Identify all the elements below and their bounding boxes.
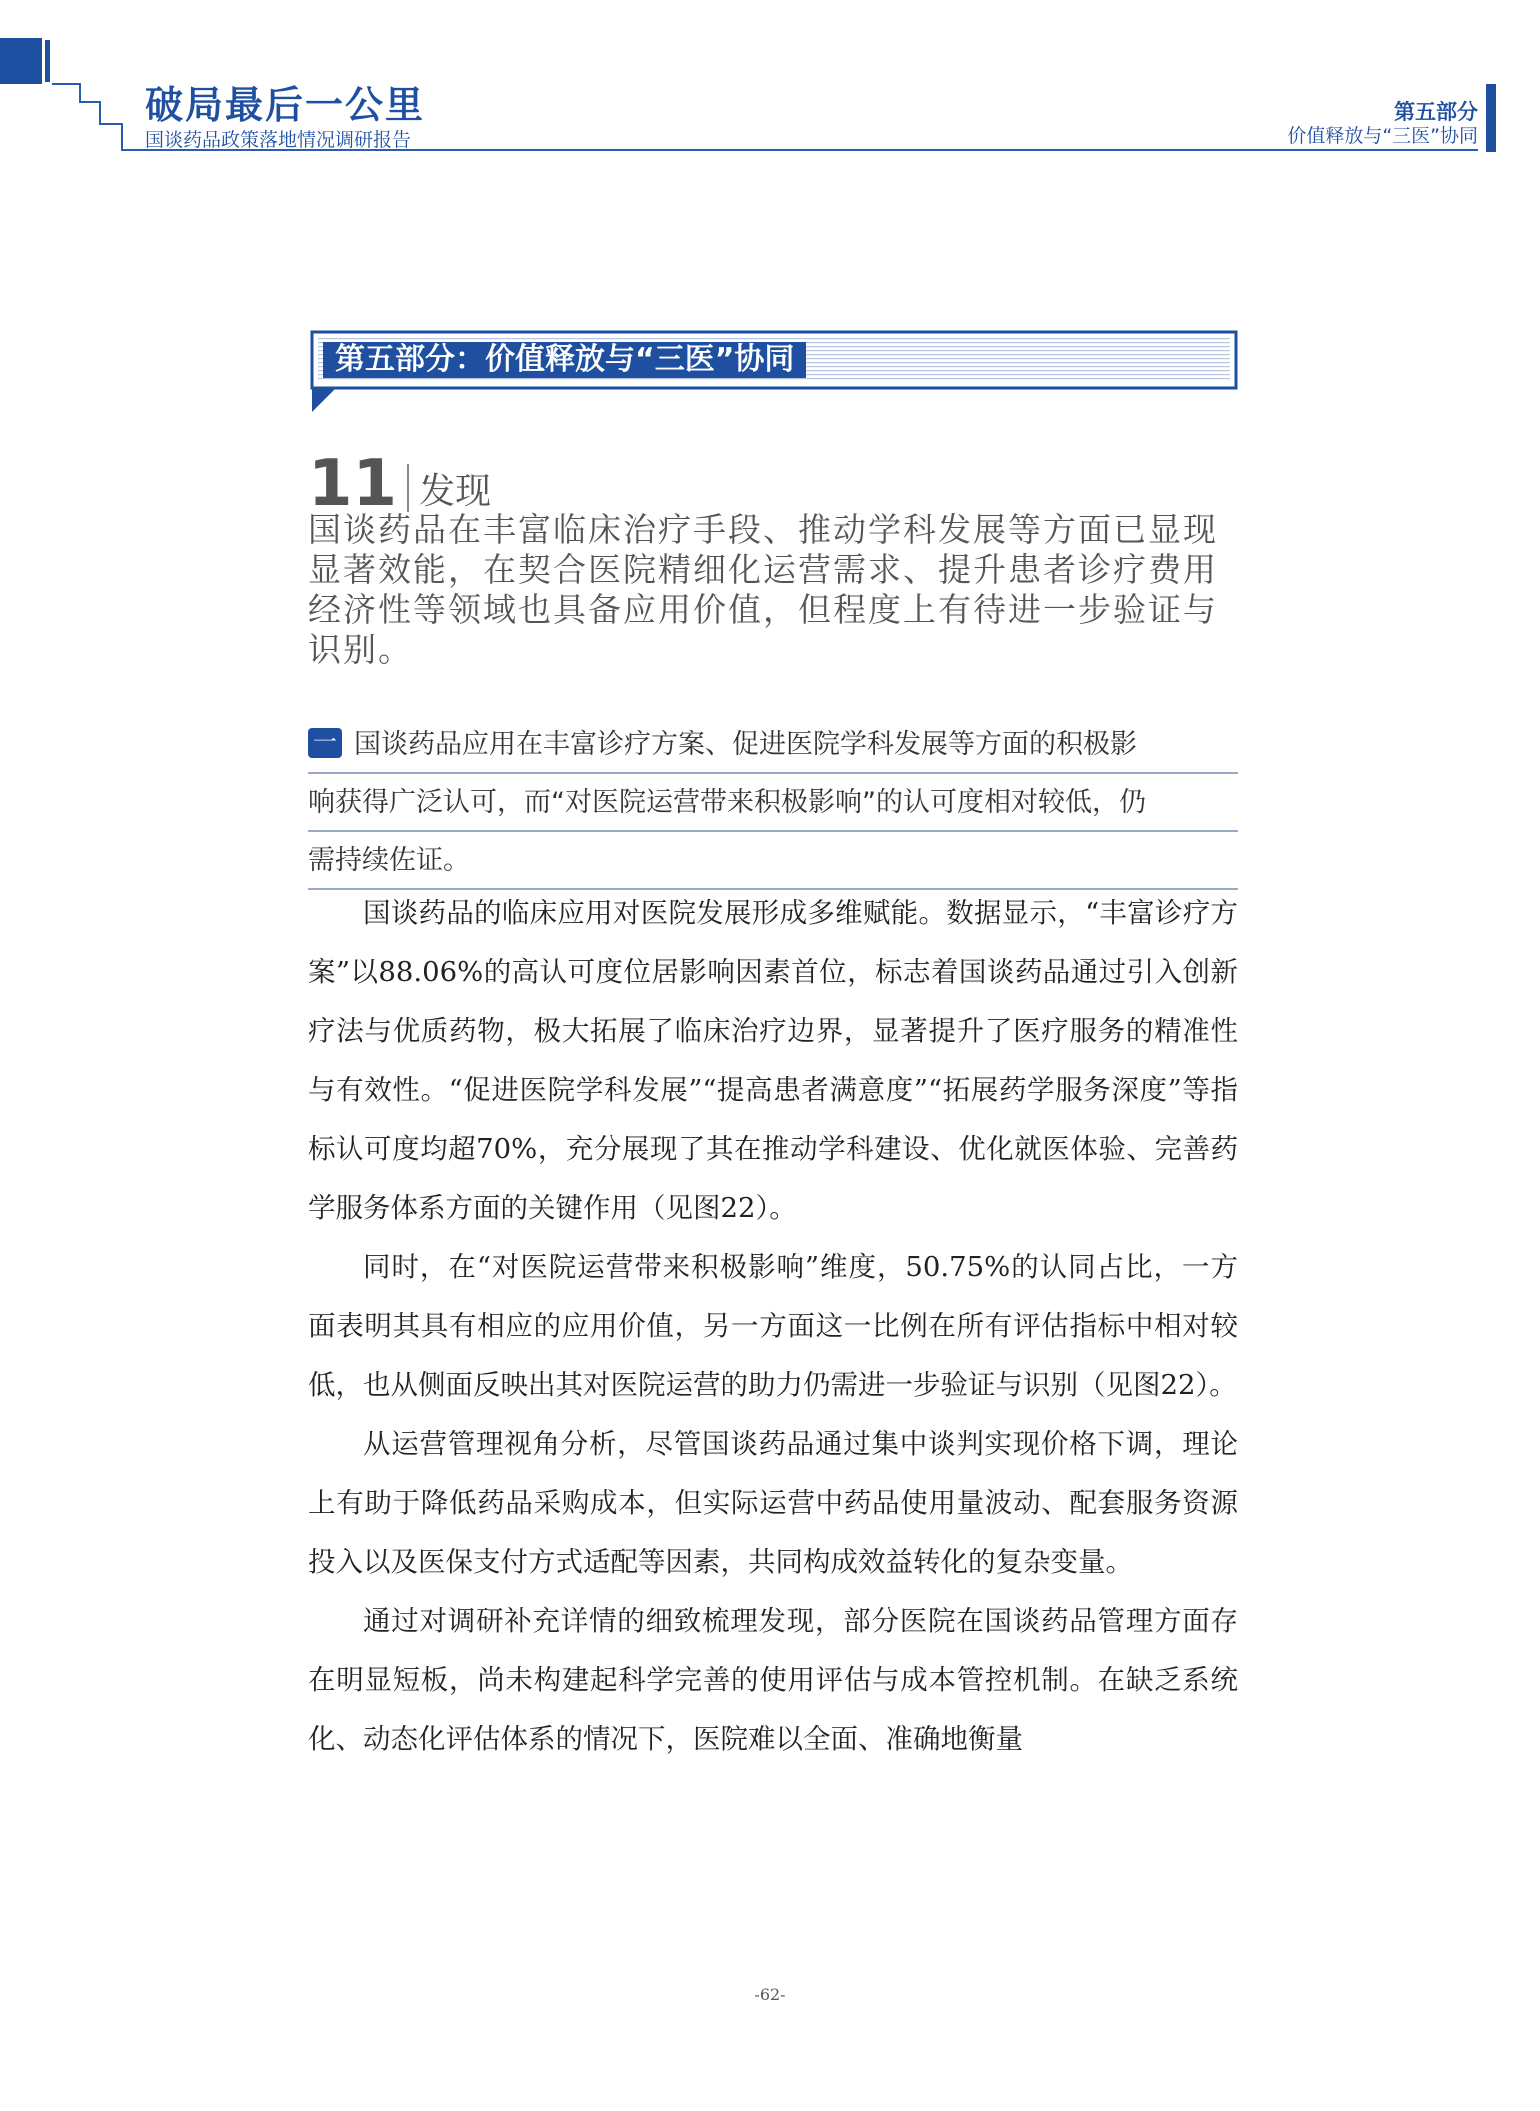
finding-summary: 国谈药品在丰富临床治疗手段、推动学科发展等方面已显现显著效能，在契合医院精细化运营需求、提升患者诊疗费用经济性等领域也具备应用价值，但程度上有待进一步验证与识别。: [308, 510, 1218, 669]
report-subtitle: 国谈药品政策落地情况调研报告: [145, 129, 412, 151]
body-text: [308, 884, 1238, 1769]
subheading-badge: 一: [308, 728, 342, 758]
report-title: 破局最后一公里: [145, 83, 426, 127]
finding-separator: [407, 464, 409, 512]
paragraph-4: 通过对调研补充详情的细致梳理发现，部分医院在国谈药品管理方面存在明显短板，尚未构建起科学完善的使用评估与成本管控机制。在缺乏系统化、动态化评估体系的情况下，医院难以全面、准确地衡量: [308, 1605, 1238, 1755]
subheading-line-2: 响获得广泛认可，而“对医院运营带来积极影响”的认可度相对较低，仍: [308, 774, 1238, 832]
page-number: -62-: [754, 1985, 786, 2004]
paragraph-2: 同时，在“对医院运营带来积极影响”维度，50.75%的认同占比，一方面表明其具有相应的应用价值，另一方面这一比例在所有评估指标中相对较低，也从侧面反映出其对医院运营的助力仍需进一步验证与识别（见图22）。: [308, 1251, 1238, 1401]
subheading: [308, 716, 1238, 890]
header-section-name: 价值释放与“三医”协同: [1287, 125, 1478, 147]
paragraph-1: 国谈药品的临床应用对医院发展形成多维赋能。数据显示，“丰富诊疗方案”以88.06%的高认可度位居影响因素首位，标志着国谈药品通过引入创新疗法与优质药物，极大拓展了临床治疗边界，显著提升了医疗服务的精准性与有效性。“促进医院学科发展”“提高患者满意度”“拓展药学服务深度”等指标认可度均超70%，充分展现了其在推动学科建设、优化就医体验、完善药学服务体系方面的关键作用（见图22）。: [308, 897, 1238, 1224]
paragraph-3: 从运营管理视角分析，尽管国谈药品通过集中谈判实现价格下调，理论上有助于降低药品采购成本，但实际运营中药品使用量波动、配套服务资源投入以及医保支付方式适配等因素，共同构成效益转化的复杂变量。: [308, 1428, 1238, 1578]
subheading-line-1: [308, 716, 1238, 774]
finding-label: 发现: [419, 471, 492, 512]
subheading-line-3: 需持续佐证。: [308, 832, 1238, 890]
section-banner-label: 第五部分：价值释放与“三医”协同: [323, 342, 806, 378]
header-right: [1287, 100, 1478, 148]
subheading-text-1: 国谈药品应用在丰富诊疗方案、促进医院学科发展等方面的积极影: [354, 729, 1137, 760]
section-banner: [310, 330, 1238, 390]
finding-heading: [308, 447, 492, 521]
header-left: [145, 82, 425, 152]
header-section-label: 第五部分: [1394, 100, 1478, 124]
finding-number: 11: [308, 447, 398, 521]
